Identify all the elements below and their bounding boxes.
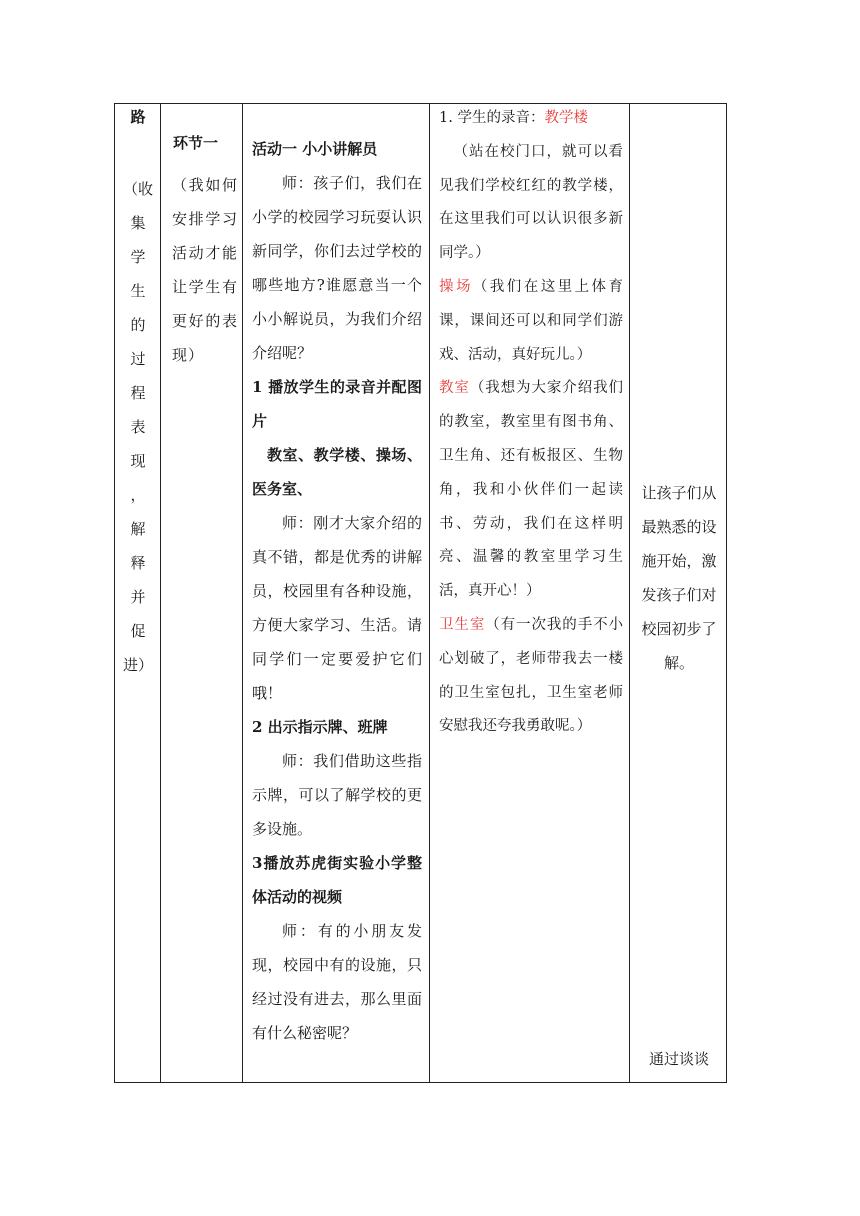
design-intent-column [630,104,728,1082]
route-char: 表 [130,418,146,436]
route-char: 的 [130,316,146,334]
route-char: 进） [122,656,153,674]
route-char: 学 [130,248,146,266]
student-activity-column [430,104,630,1082]
recording-text: （有一次我的手不小心划破了，老师带我去一楼的卫生室包扎，卫生室老师安慰我还夸我勇敢呢。） [439,616,624,735]
route-char: 解 [130,520,146,538]
recording-text: （我想为大家介绍我们的教室，教室里有图书角、卫生角、还有板报区、生物角，我和小伙伴们一起读书、劳动，我们在这样明亮、温馨的教室里学习生活，真开心！） [439,380,624,600]
recording-text: （我们在这里上体育课，课间还可以和同学们游戏、活动，真好玩儿。） [439,278,624,363]
route-char: （收 [122,180,153,198]
route-char: 促 [130,622,146,640]
teacher-speech: 师：我们借助这些指示牌，可以了解学校的更多设施。 [252,752,422,838]
step-heading: 2 出示指示牌、班牌 [252,718,388,736]
stage-title: 环节一 [173,134,219,152]
step-heading: 3播放苏虎街实验小学整体活动的视频 [252,854,422,906]
route-column [115,104,161,1082]
route-char: 释 [130,554,146,572]
route-char: 现 [130,452,146,470]
recording-entry [439,372,623,609]
teacher-speech: 师：刚才大家介绍的真不错，都是优秀的讲解员，校园里有各种设施，方便大家学习、生活。请同学们一定要爱护它们哦！ [252,514,422,702]
route-char: 生 [130,282,146,300]
route-char: 程 [130,384,146,402]
recording-text: （站在校门口，就可以看见我们学校红红的教学楼，在这里我们可以认识很多新同学。） [439,143,623,262]
place-name: 操场 [439,278,473,295]
stage-description: （我如何安排学习活动才能让学生有更好的表现） [172,176,238,364]
step-heading: 1 播放学生的录音并配图片 [252,378,422,430]
teacher-speech: 师：孩子们，我们在小学的校园学习玩耍认识新同学，你们去过学校的哪些地方?谁愿意当一个小小解说员，为我们介绍介绍呢？ [252,174,422,362]
place-name: 教学楼 [544,110,588,126]
route-char: 并 [130,588,146,606]
recording-entry [439,271,623,372]
design-intent-text: 让孩子们从最熟悉的设施开始，激发孩子们对校园初步了解。 [641,484,717,672]
places-list: 教室、教学楼、操场、医务室、 [252,446,422,498]
route-vertical-text [115,172,161,682]
teacher-speech: 师：有的小朋友发现，校园中有的设施，只经过没有进去，那么里面有什么秘密呢？ [252,922,422,1042]
place-name: 卫生室 [439,616,486,633]
route-char: 过 [130,350,146,368]
recording-entry [439,609,623,744]
stage-column [161,104,243,1082]
route-char: 集 [130,214,146,232]
lesson-plan-table [114,103,727,1083]
route-label: 路 [130,108,146,126]
place-name: 教室 [439,380,470,397]
design-intent-footer: 通过谈谈 [648,1050,709,1068]
recording-entry [439,102,623,136]
recording-intro: 1. 学生的录音： [439,110,545,126]
route-char: ， [130,486,146,504]
activity-title: 活动一 小小讲解员 [252,140,378,158]
teacher-activity-column [243,104,430,1082]
